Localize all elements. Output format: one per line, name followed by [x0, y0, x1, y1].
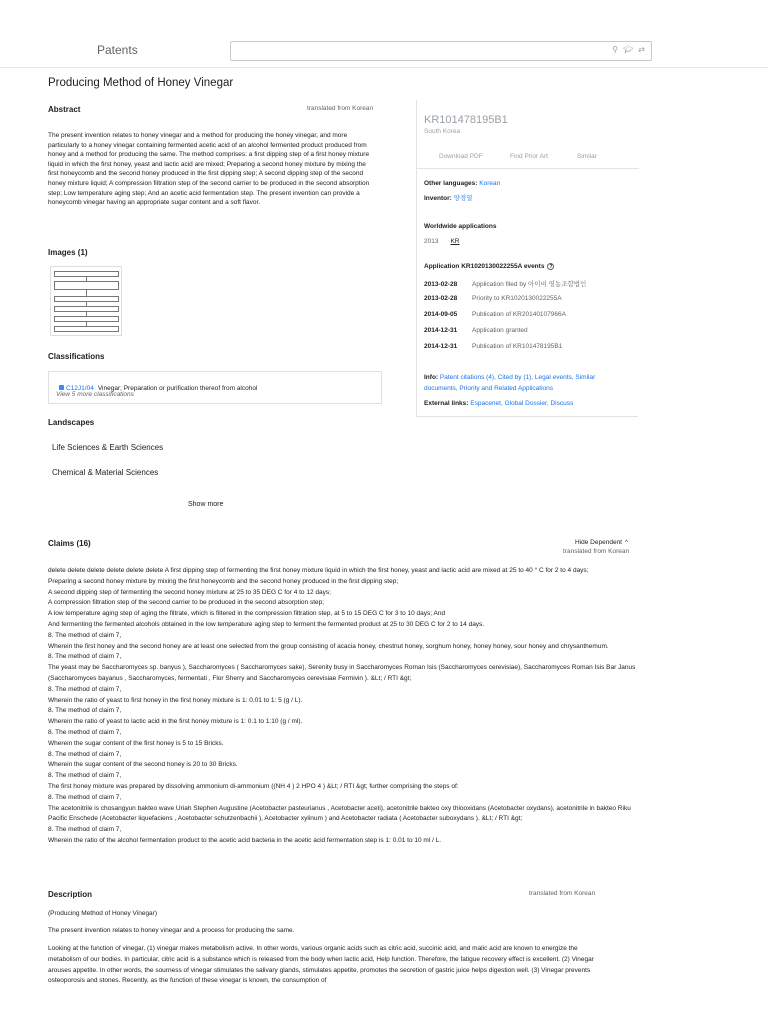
abstract-text: The present invention relates to honey vinegar and a method for producing the honey vinegar, and more particularly to a honey vinegar containing fermented acetic acid of an alcohol fermented product produced from honey and a method for producing the same. The method comprises: a first dipping step of a first honey mixture liquid in which the first honey, yeast and lactic acid are mixed; Preparing a second honey mixture by mixing the first honeycomb and the second honey produced in the first dipping step; A second dipping step of the second honey mixture liquid; A compression filtration step of the second carrier to be produced in the second absorption step; Low temperature aging step; And an acetic acid fermentation step. The present invention can provide a honeycomb vinegar having an appropriate sugar content and a soft flavor.: [48, 132, 370, 207]
korean-language-link[interactable]: Korean: [479, 180, 501, 187]
event-row: 2014-09-05 Publication of KR20140107966A: [424, 311, 566, 318]
info-row: Info: Patent citations (4), Cited by (1), Legal events, Similar documents, Priority and Related Applications: [424, 374, 596, 392]
info-links[interactable]: Patent citations (4), Cited by (1), Legal events, Similar documents, Priority and Related Applications: [424, 374, 596, 392]
translate-icon[interactable]: ⇄: [638, 45, 645, 54]
patent-metadata-panel: [416, 100, 638, 417]
inventor-row: Inventor: 양경열: [424, 195, 473, 202]
claim-line: 8. The method of claim 7,: [48, 685, 122, 693]
claim-line: A second dipping step of fermenting the second honey mixture at 25 to 35 DEG C for 4 to 12 days;: [48, 588, 331, 596]
claim-line: Wherein the ratio of yeast to first honey in the first honey mixture is 1: 0.01 to 1: 5 (g / L).: [48, 696, 303, 704]
landscape-item[interactable]: Chemical & Material Sciences: [52, 468, 159, 477]
find-prior-art-link[interactable]: Find Prior Art: [510, 153, 548, 160]
claim-line: 8. The method of claim 7,: [48, 653, 122, 661]
download-pdf-link[interactable]: Download PDF: [439, 153, 483, 160]
abstract-heading: Abstract: [48, 105, 81, 114]
top-bar: [0, 0, 768, 68]
description-heading: Description: [48, 890, 93, 899]
description-translated-note: translated from Korean: [529, 890, 596, 897]
worldwide-heading: Worldwide applications: [424, 223, 497, 230]
description-paragraph: Looking at the function of vinegar, (1) vinegar makes metabolism active. In other words, various organic acids such as citric acid, succinic acid, and malic acid are known to energize the metabolism of our bodies. In particular, citric acid is a substance which is released from the body when lactic acid, Help function. Therefore, the fatigue recovery effect is excellent. (2) Vinegar arouses appetite. In other words, the sourness of vinegar stimulates the salivary glands, stimulates appetite, promotes the secretion of gastric juice helps digestion well. (3) Vinegar prevents osteoporosis and stones. Recently, as the function of these vinegar is known, the consumption of: [48, 945, 594, 985]
cpc-icon: [59, 385, 64, 390]
classification-description: Vinegar; Preparation or purification thereof from alcohol: [97, 385, 258, 392]
flowchart-thumbnail[interactable]: [50, 266, 122, 336]
claim-line: And fermenting the fermented alcohols obtained in the low temperature aging step to ferment the fermented product at 25 to 30 DEG C for 2 to 14 days.: [48, 620, 485, 628]
claim-line: delete delete delete delete delete delete A first dipping step of fermenting the first honey mixture liquid in which the first honey, yeast and lactic acid are mixed at 25 to 40 ° C for 2 to 4 days;: [48, 567, 589, 574]
images-heading: Images (1): [48, 248, 88, 257]
external-links[interactable]: Espacenet, Global Dossier, Discuss: [470, 400, 574, 407]
divider: [417, 168, 639, 169]
claim-line: Wherein the ratio of the alcohol fermentation product to the acetic acid bacteria in the acetic acid fermentation step is 1: 0.01 to 10 ml / L.: [48, 836, 442, 844]
claim-line: A low temperature aging step of aging the filtrate, which is filtered in the compression filtration step, at 5 to 15 DEG C for 3 to 10 days; And: [48, 610, 446, 618]
patent-country: South Korea: [424, 128, 461, 135]
other-languages-row: Other languages: Korean: [424, 180, 501, 187]
claim-line: 8. The method of claim 7,: [48, 793, 122, 801]
events-heading-row: Application KR1020130022255A events ?: [424, 263, 553, 270]
claim-line: Wherein the ratio of yeast to lactic acid in the first honey mixture is 1: 0.1 to 1:10 (g / ml).: [48, 718, 303, 726]
patents-brand[interactable]: Patents: [97, 43, 138, 57]
description-paragraph: The present invention relates to honey vinegar and a process for producing the same.: [48, 927, 295, 934]
claim-line: Wherein the sugar content of the second honey is 20 to 30 Bricks.: [48, 761, 238, 769]
event-row: 2013-02-28 Priority to KR1020130022255A: [424, 295, 562, 302]
claim-line: Wherein the first honey and the second honey are at least one selected from the group consisting of acacia honey, chestnut honey, sorghum honey, honey honey, sour honey and chrysanthemum.: [48, 642, 609, 650]
classification-box: [48, 371, 382, 404]
abstract-translated-note: translated from Korean: [307, 105, 374, 112]
claims-heading: Claims (16): [48, 539, 91, 548]
claim-line: 8. The method of claim 7,: [48, 728, 122, 736]
claim-line: A compression filtration step of the second carrier to be produced in the second absorption step;: [48, 599, 325, 607]
event-row: 2014-12-31 Application granted: [424, 327, 528, 334]
classification-code-link[interactable]: C12J1/04: [66, 385, 94, 392]
worldwide-row: 2013 KR: [424, 238, 460, 245]
claims-translated-note: translated from Korean: [563, 548, 630, 555]
school-icon[interactable]: 🎓︎: [623, 45, 634, 54]
event-row: 2013-02-28 Application filed by 아이비 영농조합법인: [424, 281, 587, 288]
location-pin-icon[interactable]: ⚲: [612, 45, 619, 54]
worldwide-country-link[interactable]: KR: [450, 238, 460, 245]
chevron-up-icon: ^: [624, 540, 628, 546]
claim-line: 8. The method of claim 7,: [48, 826, 122, 834]
claim-line: The yeast may be Saccharomyces sp. banyus ), Saccharomyces ( Saccharomyces sake), Serenity busy in Saccharomyces Roman Isis (Saccharomyces cerevisiae), Saccharomyces Roman Isis Bar Janus (Saccharomyces bayanus , Saccharomyces, fermentati , Flor Sherry and Saccharomyces cerevisiae Fermivin ). &Lt; / RTI &gt;: [48, 664, 636, 682]
view-more-classifications-link[interactable]: View 5 more classifications: [56, 391, 134, 398]
claims-list: [48, 566, 638, 847]
claim-line: Wherein the sugar content of the first honey is 5 to 15 Bricks.: [48, 739, 224, 747]
patent-actions: [439, 153, 597, 160]
hide-dependent-toggle[interactable]: Hide Dependent ^: [575, 539, 628, 546]
show-more-button[interactable]: Show more: [188, 501, 224, 508]
claim-line: The first honey mixture was prepared by dissolving ammonium di-ammonium ((NH 4 ) 2 HPO 4 ) &Lt; / RTI &gt; further comprising the steps of:: [48, 782, 459, 790]
event-row: 2014-12-31 Publication of KR101478195B1: [424, 343, 563, 350]
page-title: Producing Method of Honey Vinegar: [48, 77, 234, 89]
claim-line: 8. The method of claim 7,: [48, 772, 122, 780]
description-title-line: (Producing Method of Honey Vinegar): [48, 910, 157, 917]
claim-line: 8. The method of claim 7,: [48, 707, 122, 715]
patent-number: KR101478195B1: [424, 114, 508, 126]
landscapes-heading: Landscapes: [48, 418, 95, 427]
inventor-link[interactable]: 양경열: [453, 195, 473, 202]
claim-line: 8. The method of claim 7,: [48, 750, 122, 758]
help-icon[interactable]: ?: [549, 264, 553, 270]
similar-link[interactable]: Similar: [577, 153, 597, 160]
classifications-heading: Classifications: [48, 352, 105, 361]
landscape-item[interactable]: Life Sciences & Earth Sciences: [52, 443, 164, 452]
search-tools: [612, 45, 645, 54]
claim-line: Preparing a second honey mixture by mixing the first honeycomb and the second honey produced in the first dipping step;: [48, 577, 399, 585]
search-input[interactable]: [230, 41, 652, 61]
claim-line: The acetonitrile is chosangyun bakteo wave Uriah Stephen Augustine (Acetobacter pasteurianus , Acetobacter aceti), acetonitrile bakteo oxy thiooxidans (Acetobacter oxydans), acetonitrile in bakteo Riku Pacific Enschede (Acetobacter liquefaciens , Acetobacter schutzenbachii ), Acetobacter xylinum ) and Acetobacter radiata ( Acetobacter suboxydans ). &Lt; / RTI &gt;: [48, 804, 631, 823]
claim-line: 8. The method of claim 7,: [48, 631, 122, 639]
external-links-row: External links: Espacenet, Global Dossier, Discuss: [424, 400, 574, 407]
